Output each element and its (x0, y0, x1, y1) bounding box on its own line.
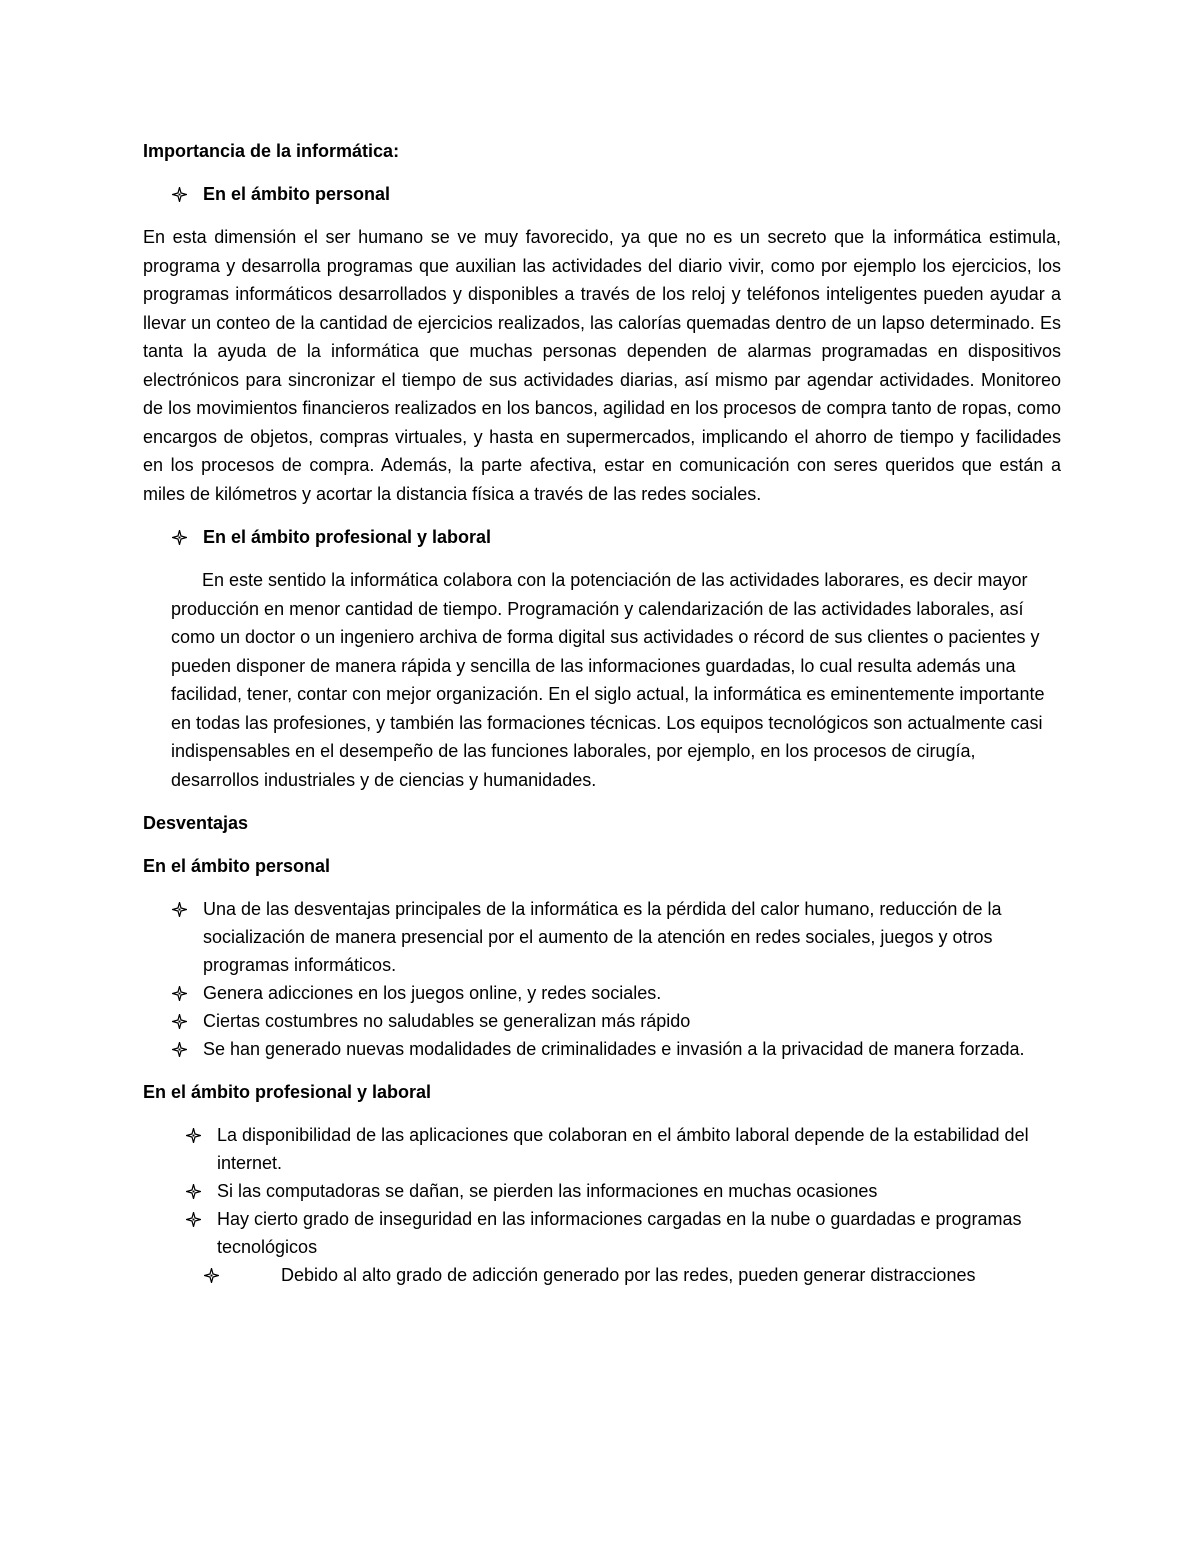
list-disadvantages-professional (143, 1121, 1061, 1289)
list-item (143, 1177, 1061, 1205)
list-item-text: Una de las desventajas principales de la informática es la pérdida del calor humano, reducción de la socialización de manera presencial por el aumento de la atención en redes sociales, juegos y otros programas informáticos. (203, 899, 1002, 975)
list-item-text: Si las computadoras se dañan, se pierden las informaciones en muchas ocasiones (217, 1181, 878, 1201)
diamond-bullet-icon (185, 1205, 201, 1233)
section-heading-personal (143, 180, 1061, 208)
diamond-bullet-icon (171, 895, 187, 923)
diamond-bullet-icon (171, 979, 187, 1007)
list-item-text: Ciertas costumbres no saludables se generalizan más rápido (203, 1011, 691, 1031)
diamond-bullet-icon (171, 1007, 187, 1035)
list-item (143, 895, 1061, 979)
heading-disadvantages: Desventajas (143, 813, 249, 833)
diamond-bullet-icon (203, 1261, 219, 1289)
document-body (143, 137, 1061, 1304)
list-item (143, 1205, 1061, 1261)
list-item-text: Hay cierto grado de inseguridad en las informaciones cargadas en la nube o guardadas e programas tecnológicos (217, 1209, 1022, 1257)
list-item-text: La disponibilidad de las aplicaciones que colaboran en el ámbito laboral depende de la estabilidad del internet. (217, 1125, 1029, 1173)
list-item (143, 1007, 1061, 1035)
list-disadvantages-personal (143, 895, 1061, 1063)
list-item (143, 1121, 1061, 1177)
diamond-bullet-icon (171, 1035, 187, 1063)
heading-disadvantages-professional: En el ámbito profesional y laboral (143, 1082, 432, 1102)
heading-disadvantages-personal: En el ámbito personal (143, 856, 331, 876)
diamond-bullet-icon (171, 523, 187, 551)
diamond-bullet-icon (185, 1121, 201, 1149)
diamond-bullet-icon (185, 1177, 201, 1205)
section-heading-label: En el ámbito profesional y laboral (203, 527, 492, 547)
list-item (143, 979, 1061, 1007)
list-item-text: Se han generado nuevas modalidades de criminalidades e invasión a la privacidad de manera forzada. (203, 1039, 1025, 1059)
paragraph-professional: En este sentido la informática colabora con la potenciación de las actividades laborares, es decir mayor producción en menor cantidad de tiempo. Programación y calendarización de las actividades laborales, así como un doctor o un ingeniero archiva de forma digital sus actividades o récord de sus clientes o pacientes y pueden disponer de manera rápida y sencilla de las informaciones guardadas, lo cual resulta además una facilidad, tener, contar con mejor organización. En el siglo actual, la informática es eminentemente importante en todas las profesiones, y también las formaciones técnicas. Los equipos tecnológicos son actualmente casi indispensables en el desempeño de las funciones laborales, por ejemplo, en los procesos de cirugía, desarrollos industriales y de ciencias y humanidades. (171, 570, 1045, 790)
sub-list-item (143, 1261, 1061, 1289)
section-heading-label: En el ámbito personal (203, 184, 391, 204)
paragraph-personal: En esta dimensión el ser humano se ve muy favorecido, ya que no es un secreto que la informática estimula, programa y desarrolla programas que auxilian las actividades del diario vivir, como por ejemplo los ejercicios, los programas informáticos desarrollados y disponibles a través de los reloj y teléfonos inteligentes pueden ayudar a llevar un conteo de la cantidad de ejercicios realizados, las calorías quemadas dentro de un lapso determinado. Es tanta la ayuda de la informática que muchas personas dependen de alarmas programadas en dispositivos electrónicos para sincronizar el tiempo de sus actividades diarias, así mismo par agendar actividades. Monitoreo de los movimientos financieros realizados en los bancos, agilidad en los procesos de compra tanto de ropas, como encargos de objetos, compras virtuales, y hasta en supermercados, implicando el ahorro de tiempo y facilidades en los procesos de compra. Además, la parte afectiva, estar en comunicación con seres queridos que están a miles de kilómetros y acortar la distancia física a través de las redes sociales. (143, 227, 1061, 504)
sub-list-item-text: Debido al alto grado de adicción generado por las redes, pueden generar distracciones (281, 1265, 976, 1285)
list-item (143, 1035, 1061, 1063)
page-title: Importancia de la informática: (143, 141, 400, 161)
section-heading-professional (143, 523, 1061, 551)
list-item-text: Genera adicciones en los juegos online, y redes sociales. (203, 983, 662, 1003)
diamond-bullet-icon (171, 180, 187, 208)
